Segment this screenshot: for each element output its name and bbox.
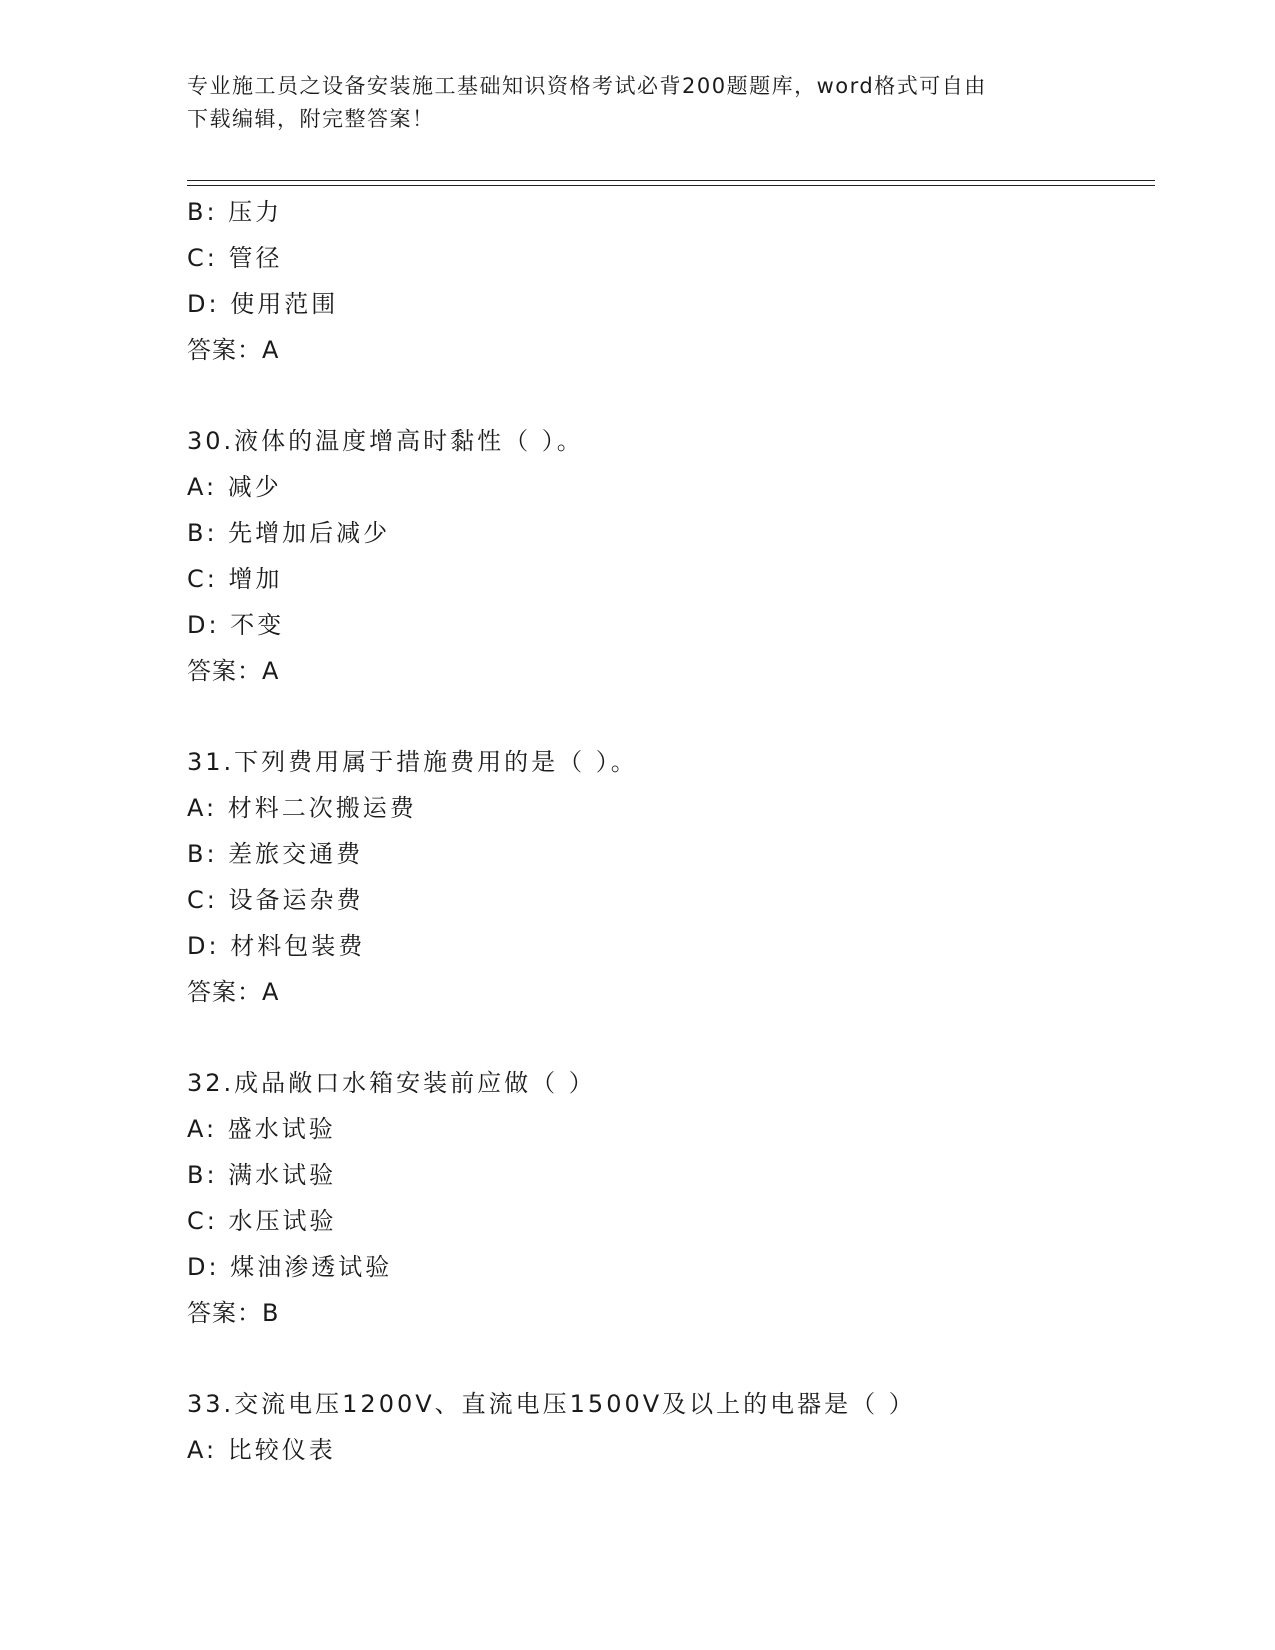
- question-stem: 31.下列费用属于措施费用的是（ ）。: [187, 748, 638, 776]
- option-b: B: 先增加后减少: [187, 519, 391, 547]
- option-a: A: 减少: [187, 473, 282, 501]
- option-d: D: 使用范围: [187, 290, 339, 318]
- option-c: C: 水压试验: [187, 1207, 337, 1235]
- option-c: C: 管径: [187, 244, 283, 272]
- option-d: D: 不变: [187, 611, 285, 639]
- answer: 答案：B: [187, 1299, 280, 1327]
- option-d: D: 材料包装费: [187, 932, 366, 960]
- option-c: C: 增加: [187, 565, 283, 593]
- header-divider: [187, 180, 1155, 181]
- answer: 答案：A: [187, 657, 280, 685]
- answer: 答案：A: [187, 336, 280, 364]
- header-line-2: 下载编辑，附完整答案！: [187, 107, 435, 131]
- option-b: B: 满水试验: [187, 1161, 337, 1189]
- question-stem: 32.成品敞口水箱安装前应做（ ）: [187, 1069, 596, 1097]
- question-stem: 33.交流电压1200V、直流电压1500V及以上的电器是（ ）: [187, 1390, 916, 1418]
- question-list: [187, 189, 1147, 1473]
- option-a: A: 比较仪表: [187, 1436, 336, 1464]
- header-divider-double: [187, 185, 1155, 186]
- option-a: A: 盛水试验: [187, 1115, 336, 1143]
- header-line-1: 专业施工员之设备安装施工基础知识资格考试必背200题题库，word格式可自由: [187, 74, 987, 98]
- option-c: C: 设备运杂费: [187, 886, 364, 914]
- option-a: A: 材料二次搬运费: [187, 794, 417, 822]
- question-stem: 30.液体的温度增高时黏性（ ）。: [187, 427, 584, 455]
- option-d: D: 煤油渗透试验: [187, 1253, 393, 1281]
- option-b: B: 压力: [187, 198, 283, 226]
- option-b: B: 差旅交通费: [187, 840, 364, 868]
- document-header: [187, 70, 1087, 136]
- answer: 答案：A: [187, 978, 280, 1006]
